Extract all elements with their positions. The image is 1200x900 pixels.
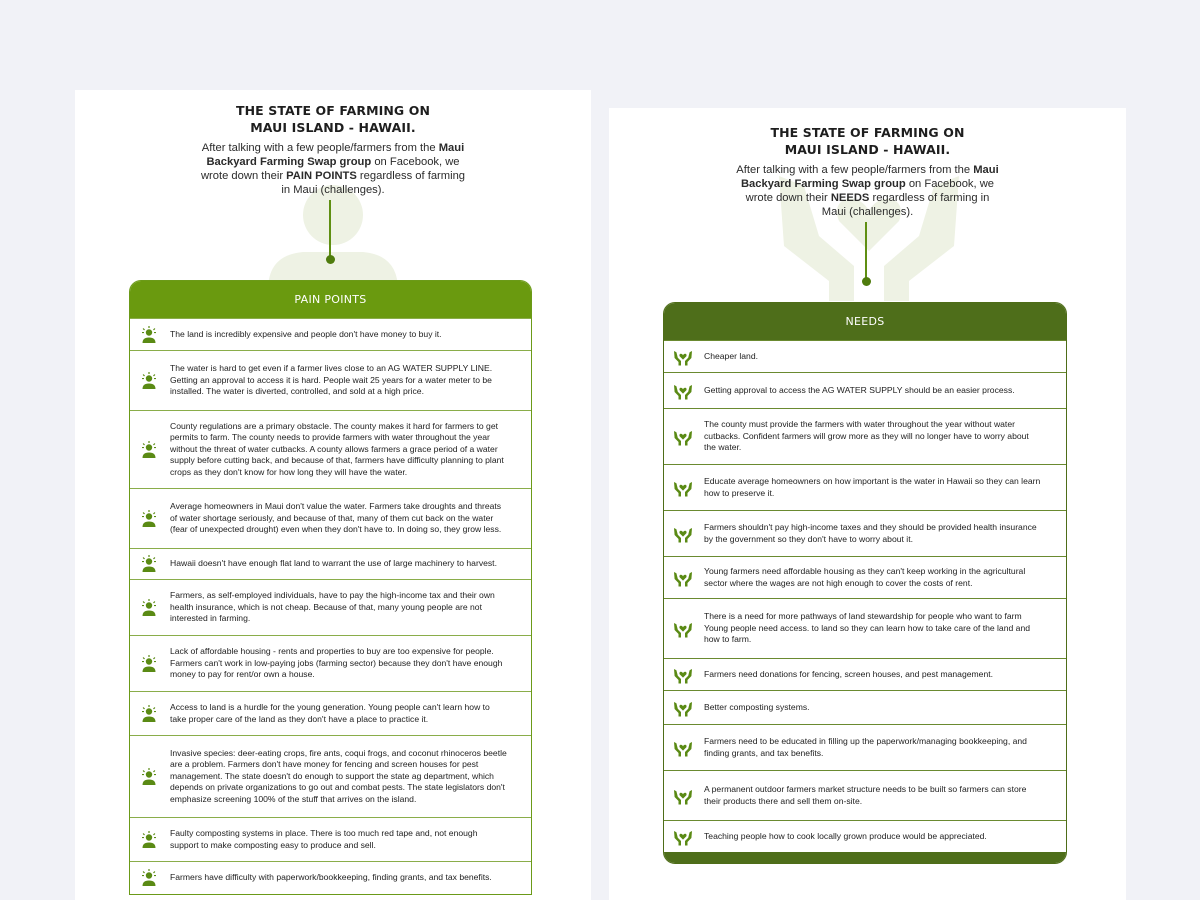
pain-point-text: Hawaii doesn't have enough flat land to warrant the use of large machinery to harvest. [170, 558, 497, 569]
farmer-icon [130, 705, 168, 723]
need-text: Farmers need donations for fencing, screen houses, and pest management. [704, 668, 994, 679]
pain-point-text: Lack of affordable housing - rents and properties to buy are too expensive for people. Farmers can't work in low-paying jobs (farming sector) because they don't have enough money to pay for rent/or own a house. [170, 646, 503, 680]
needs-table-footer [664, 852, 1066, 863]
need-text: Getting approval to access the AG WATER SUPPLY should be an easier process. [704, 384, 1015, 395]
pain-points-table-header: PAIN POINTS [130, 281, 531, 318]
hands-heart-icon [664, 620, 702, 638]
intro-paragraph: After talking with a few people/farmers from the Maui Backyard Farming Swap group on Facebook, we wrote down their PAIN POINTS regardless of farming in Maui (challenges). [200, 142, 466, 196]
pain-points-heading [75, 102, 591, 197]
pain-point-row [130, 579, 531, 635]
need-text: The county must provide the farmers with water throughout the year without water cutbacks. Confident farmers will grow more as they will no longer have to worry about the water. [704, 419, 1029, 453]
needs-heading [609, 124, 1126, 219]
farmer-icon [130, 831, 168, 849]
need-row [664, 690, 1066, 724]
document-title [609, 124, 1126, 158]
connector-dot [862, 277, 871, 286]
hands-heart-icon [664, 428, 702, 446]
connector-line [865, 222, 867, 280]
pain-point-row [130, 318, 531, 350]
need-text: Better composting systems. [704, 701, 810, 712]
pain-point-text: The land is incredibly expensive and people don't have money to buy it. [170, 328, 442, 339]
pain-point-text: County regulations are a primary obstacle. The county makes it hard for farmers to get permits to farm. The county needs to provide farmers with water throughout the year without the threat of water cutbacks. A county allows farmers a grace period of a water supply before cutting back, and because of that, farmers have difficulty planning to plant crops as they don't know for how long they will have the water. [170, 420, 504, 477]
pain-point-row [130, 735, 531, 817]
pain-point-row [130, 350, 531, 410]
hands-heart-icon [664, 739, 702, 757]
farmer-icon [130, 555, 168, 573]
pain-point-row [130, 410, 531, 488]
need-text: Young farmers need affordable housing as they can't keep working in the agricultural sector where the wages are not high enough to cover the costs of rent. [704, 566, 1026, 588]
pain-point-text: Invasive species: deer-eating crops, fire ants, coqui frogs, and coconut rhinoceros beetle are a problem. Farmers don't have money for fencing and screen houses for pest management. The state doesn't do enough to support the state ag department, which depends on private organizations to go out and combat pests. The state legislators don't emphasize screening 100% of the stuff that arrives on the island. [170, 747, 507, 804]
hands-heart-icon [664, 348, 702, 366]
pain-point-text: Access to land is a hurdle for the young generation. Young people can't learn how to take proper care of the land as they don't have a place to practice it. [170, 702, 490, 724]
need-text: Farmers need to be educated in filling up the paperwork/managing bookkeeping, and finding grants, and tax benefits. [704, 736, 1027, 758]
need-row [664, 820, 1066, 852]
pain-points-table [129, 280, 532, 895]
farmer-icon [130, 599, 168, 617]
farmer-icon [130, 510, 168, 528]
needs-table [663, 302, 1067, 864]
farmer-icon [130, 768, 168, 786]
title-line-1: THE STATE OF FARMING ON [770, 125, 965, 140]
pain-point-text: Average homeowners in Maui don't value the water. Farmers take droughts and threats of water shortage seriously, and because of that, many of them cut back on the water (fear of unexpected drought) even when they don't have to. In doing so, they grow less. [170, 501, 502, 535]
hands-heart-icon [664, 525, 702, 543]
pain-point-row [130, 691, 531, 735]
title-line-2: MAUI ISLAND - HAWAII. [784, 142, 951, 157]
need-row [664, 556, 1066, 598]
need-row [664, 372, 1066, 408]
need-row [664, 510, 1066, 556]
farmer-icon [130, 372, 168, 390]
need-text: A permanent outdoor farmers market structure needs to be built so farmers can store their products there and sell them on-site. [704, 784, 1027, 806]
need-row [664, 340, 1066, 372]
needs-list [664, 340, 1066, 852]
document-title [75, 102, 591, 136]
needs-table-header: NEEDS [664, 303, 1066, 340]
need-row [664, 724, 1066, 770]
need-text: Educate average homeowners on how important is the water in Hawaii so they can learn how to preserve it. [704, 476, 1041, 498]
farmer-icon [130, 869, 168, 887]
intro-paragraph: After talking with a few people/farmers from the Maui Backyard Farming Swap group on Facebook, we wrote down their NEEDS regardless of farming in Maui (challenges). [736, 164, 999, 218]
need-row [664, 464, 1066, 510]
pain-point-row [130, 861, 531, 894]
need-row [664, 408, 1066, 464]
title-line-1: THE STATE OF FARMING ON [235, 103, 431, 118]
pain-point-text: The water is hard to get even if a farmer lives close to an AG WATER SUPPLY LINE. Getting an approval to access it is hard. People wait 25 years for a water meter to be installed. The water is diverted, controlled, and sold at a high price. [170, 363, 493, 397]
farmer-icon [130, 655, 168, 673]
need-row [664, 658, 1066, 690]
connector-dot [326, 255, 335, 264]
title-line-2: MAUI ISLAND - HAWAII. [250, 120, 416, 135]
pain-point-row [130, 548, 531, 579]
pain-point-row [130, 817, 531, 861]
needs-document [609, 108, 1126, 900]
need-row [664, 598, 1066, 658]
connector-line [329, 200, 331, 258]
pain-point-text: Farmers have difficulty with paperwork/bookkeeping, finding grants, and tax benefits. [170, 872, 492, 883]
pain-points-document [75, 90, 591, 900]
farmer-icon [130, 326, 168, 344]
pain-point-text: Farmers, as self-employed individuals, have to pay the high-income tax and their own health insurance, which is not cheap. Because of that, many young people are not interested in farming. [170, 590, 495, 624]
need-text: Teaching people how to cook locally grown produce would be appreciated. [704, 830, 987, 841]
hands-heart-icon [664, 828, 702, 846]
pain-point-row [130, 488, 531, 548]
hands-heart-icon [664, 382, 702, 400]
hands-heart-icon [664, 569, 702, 587]
hands-heart-icon [664, 666, 702, 684]
farmer-icon [130, 441, 168, 459]
need-text: Farmers shouldn't pay high-income taxes and they should be provided health insurance by the government so they don't have to worry about it. [704, 522, 1037, 544]
hands-heart-icon [664, 479, 702, 497]
pain-point-text: Faulty composting systems in place. There is too much red tape and, not enough support to make composting easy to produce and sell. [170, 828, 478, 850]
pain-point-row [130, 635, 531, 691]
need-text: Cheaper land. [704, 350, 758, 361]
need-row [664, 770, 1066, 820]
hands-heart-icon [664, 787, 702, 805]
hands-heart-icon [664, 699, 702, 717]
pain-points-list [130, 318, 531, 894]
need-text: There is a need for more pathways of land stewardship for people who want to farm Young people need access. to land so they can learn how to take care of the land and how to farm. [704, 611, 1030, 645]
